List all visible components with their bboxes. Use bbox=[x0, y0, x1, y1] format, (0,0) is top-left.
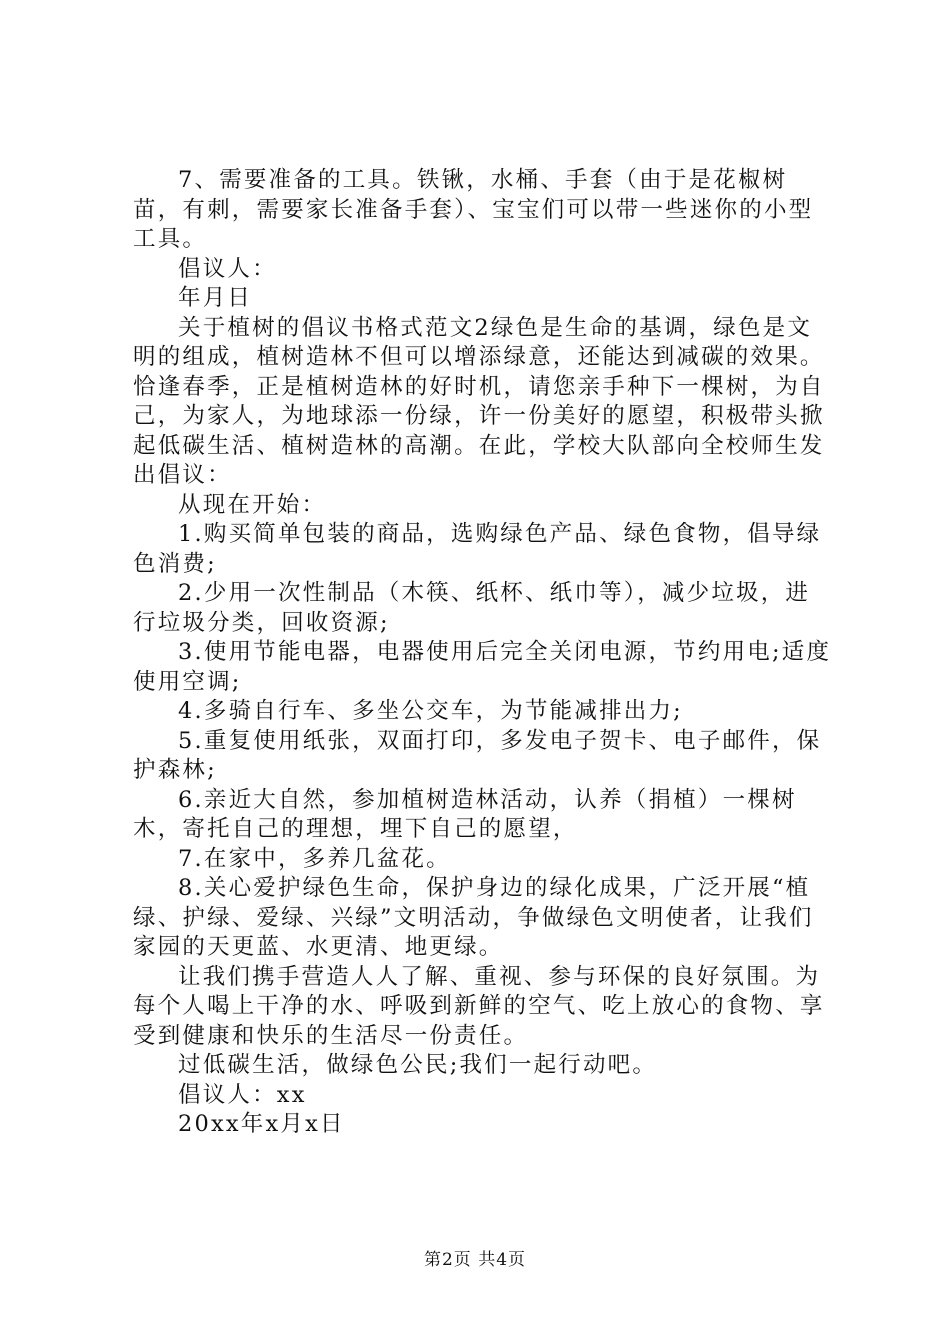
paragraph-date: 年月日 bbox=[178, 285, 253, 311]
list-item: 7.在家中，多养几盆花。 bbox=[178, 845, 451, 872]
paragraph-intro: 关于植树的倡议书格式范文2绿色是生命的基调，绿色是文明的组成，植树造林不但可以增添绿意，还能达到减碳的效果。恰逢春季，正是植树造林的好时机，请您亲手种下一棵树，为自己，为家人，为地球添一份绿，许一份美好的愿望，积极带头掀起低碳生活、植树造林的高潮。在此，学校大队部向全校师生发出倡议： bbox=[133, 314, 825, 488]
paragraph-start: 从现在开始： bbox=[178, 491, 327, 518]
paragraph-initiator: 倡议人： bbox=[178, 255, 277, 282]
page-number: 第2页 共4页 bbox=[423, 1250, 527, 1270]
list-item: 3.使用节能电器，电器使用后完全关闭电源，节约用电;适度使用空调; bbox=[133, 639, 832, 695]
list-item: 5.重复使用纸张，双面打印，多发电子贺卡、电子邮件，保护森林; bbox=[133, 727, 822, 783]
document-body bbox=[133, 166, 833, 1140]
paragraph-signature: 倡议人：xx bbox=[178, 1081, 307, 1108]
list-item: 2.少用一次性制品（木筷、纸杯、纸巾等），减少垃圾，进行垃圾分类，回收资源; bbox=[133, 580, 811, 636]
list-item: 4.多骑自行车、多坐公交车，为节能减排出力; bbox=[178, 698, 683, 724]
paragraph-call-to-action: 让我们携手营造人人了解、重视、参与环保的良好氛围。为每个人喝上干净的水、呼吸到新鲜的空气、吃上放心的食物、享受到健康和快乐的生活尽一份责任。 bbox=[133, 963, 825, 1049]
list-item: 6.亲近大自然，参加植树造林活动，认养（捐植）一棵树木，寄托自己的理想，埋下自己的愿望， bbox=[133, 786, 797, 842]
list-item: 1.购买简单包装的商品，选购绿色产品、绿色食物，倡导绿色消费; bbox=[133, 521, 822, 577]
paragraph-slogan: 过低碳生活，做绿色公民;我们一起行动吧。 bbox=[178, 1052, 658, 1078]
paragraph-signature-date: 20xx年x月x日 bbox=[178, 1111, 345, 1137]
list-item: 8.关心爱护绿色生命，保护身边的绿化成果，广泛开展“植绿、护绿、爱绿、兴绿”文明活动，争做绿色文明使者，让我们家园的天更蓝、水更清、地更绿。 bbox=[133, 875, 814, 960]
paragraph-tools: 7、需要准备的工具。铁锹，水桶、手套（由于是花椒树苗，有刺，需要家长准备手套）、宝宝们可以带一些迷你的小型工具。 bbox=[133, 167, 814, 252]
